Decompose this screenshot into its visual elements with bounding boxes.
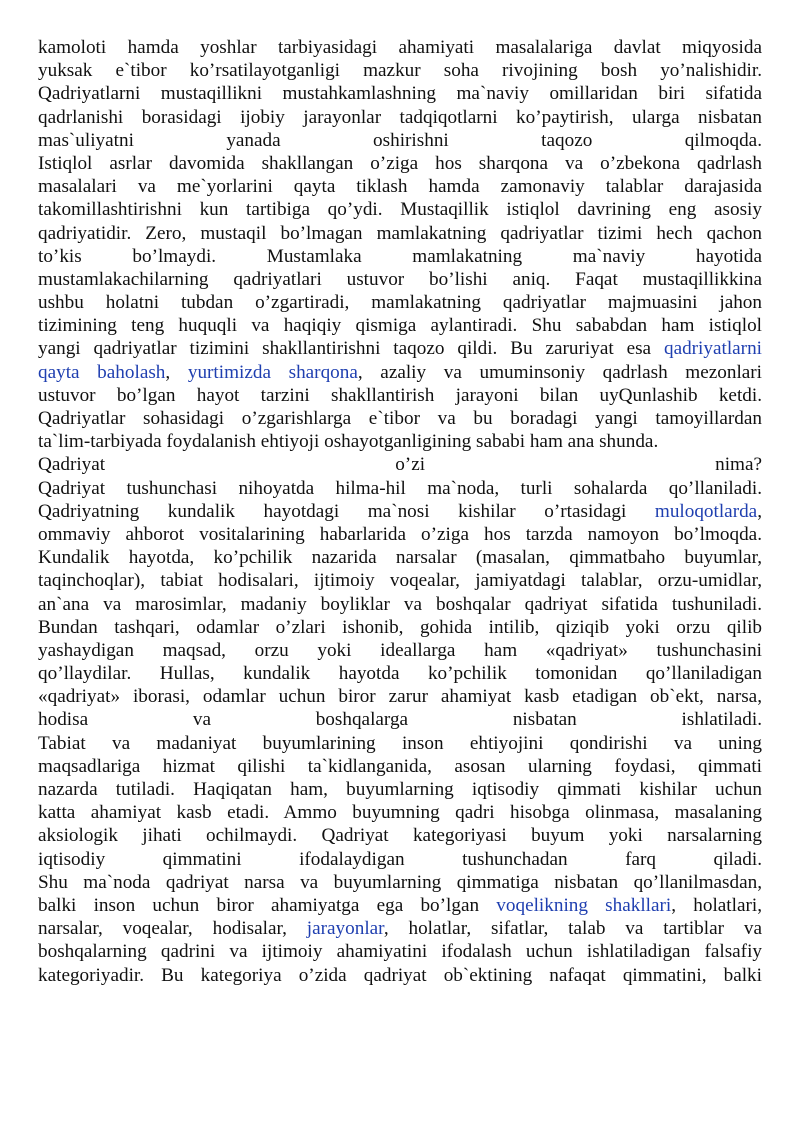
text-line [38,708,762,731]
text-run: , holatlar, sifatlar, talab va tartiblar va [383,918,762,940]
text-line [38,245,762,268]
text-line [38,917,762,940]
text-run: kamoloti hamda yoshlar tarbiyasidagi ahamiyati masalalariga davlat miqyosida [38,37,762,58]
text-run: takomillashtirishni kun tartibiga qo’ydi. Mustaqillik istiqlol davrining eng asosiy [38,199,762,221]
text-run: qadriyatidir. Zero, mustaqil bo’lmagan mamlakatning qadriyatlar tizimi hech qachon [38,222,762,244]
text-line [38,685,762,708]
text-line [38,546,762,569]
text-line [38,824,762,847]
text-line [38,500,762,523]
text-run: yuksak e`tibor ko’rsatilayotganligi mazkur soha rivojining bosh yo’nalishidir. [38,60,762,82]
text-line [38,593,762,616]
text-run: taqinchoqlar), tabiat hodisalari, ijtimoiy voqealar, jamiyatdagi talablar, orzu-umidlar, [38,570,762,592]
text-line [38,36,762,59]
text-line [38,616,762,639]
text-line [38,59,762,82]
text-line [38,894,762,917]
text-line [38,337,762,360]
text-line [38,198,762,221]
text-run: yangi qadriyatlar tizimini shakllantirishni taqozo qildi. Bu zaruriyat esa [38,338,664,360]
text-line [38,477,762,500]
text-line [38,268,762,291]
text-line [38,106,762,129]
text-run: mas`uliyatni yanada oshirishni taqozo qilmoqda. [38,129,762,151]
text-run: boshqalarning qadrini va ijtimoiy ahamiyatini ifodalash uchun ishlatiladigan falsafiy [38,941,762,963]
text-run: iqtisodiy qimmatini ifodalaydigan tushunchadan farq qiladi. [38,848,762,870]
hyperlink[interactable]: qayta baholash [38,361,166,383]
text-run: an`ana va marosimlar, madaniy boyliklar va boshqalar qadriyat sifatida tushuniladi. [38,593,762,615]
hyperlink[interactable]: jarayonlar [306,918,384,940]
text-run: Shu ma`noda qadriyat narsa va buyumlarning qimmatiga nisbatan qo’llanilmasdan, [38,871,762,893]
text-run: ommaviy ahborot vositalarining habarlarida o’ziga hos tarzda namoyon bo’lmoqda. [38,523,762,545]
text-run: aksiologik jihati ochilmaydi. Qadriyat kategoriyasi buyum yoki narsalarning [38,825,762,847]
text-line [38,569,762,592]
text-run: qadrlanishi borasidagi ijobiy jarayonlar tadqiqotlarni ko’paytirish, ularga nisbatan [38,106,762,128]
text-run: to’kis bo’lmaydi. Mustamlaka mamlakatning ma`naviy hayotida [38,245,762,267]
text-line [38,291,762,314]
text-line [38,82,762,105]
text-line [38,314,762,337]
text-line [38,523,762,546]
hyperlink[interactable]: muloqotlarda [654,500,758,522]
text-line [38,453,762,476]
text-run: , holatlari, [671,894,762,916]
text-run: qo’llaydilar. Hullas, kundalik hayotda ko’pchilik tomonidan qo’llaniladigan [38,663,762,685]
text-run: narsalar, voqealar, hodisalar, [38,918,307,940]
text-run: nazarda tutiladi. Haqiqatan ham, buyumlarning iqtisodiy qimmati kishilar uchun [38,779,762,800]
text-run: ushbu holatni tubdan o’zgartiradi, mamlakatning qadriyatlar majmuasini jahon [38,292,762,314]
text-line [38,732,762,755]
text-run: hodisa va boshqalarga nisbatan ishlatiladi. [38,709,762,731]
text-line [38,384,762,407]
text-run: Bundan tashqari, odamlar o’zlari ishonib, gohida intilib, qiziqib yoki orzu qilib [38,616,762,638]
text-line [38,662,762,685]
text-line [38,361,762,384]
text-line [38,871,762,894]
text-line [38,778,762,801]
text-run: balki inson uchun biror ahamiyatga ega bo’lgan [38,894,497,916]
text-line [38,755,762,778]
text-line [38,222,762,245]
text-run: Qadriyat tushunchasi nihoyatda hilma-hil ma`noda, turli sohalarda qo’llaniladi. [38,477,762,499]
text-line [38,964,762,987]
text-run: Qadriyatlarni mustaqillikni mustahkamlashning ma`naviy omillaridan biri sifatida [38,83,762,105]
document-page [38,36,762,987]
text-run: yashaydigan maqsad, orzu yoki ideallarga ham «qadriyat» tushunchasini [38,639,762,661]
text-run: katta ahamiyat kasb etadi. Ammo buyumning qadri hisobga olinmasa, masalaning [38,802,762,824]
text-run: ta`lim-tarbiyada foydalanish ehtiyoji oshayotganligining sababi ham ana shunda. [38,431,659,453]
text-line [38,639,762,662]
text-run: «qadriyat» iborasi, odamlar uchun biror zarur ahamiyat kasb etadigan ob`ekt, narsa, [38,686,762,708]
text-run: Qadriyatning kundalik hayotdagi ma`nosi kishilar o’rtasidagi [38,500,655,522]
text-line [38,848,762,871]
text-line [38,175,762,198]
text-run: Kundalik hayotda, ko’pchilik nazarida narsalar (masalan, qimmatbaho buyumlar, [38,547,762,569]
text-run: , [757,500,762,522]
text-line [38,407,762,430]
text-run: Tabiat va madaniyat buyumlarining inson ehtiyojini qondirishi va uning [38,732,762,754]
text-line [38,152,762,175]
hyperlink[interactable]: yurtimizda sharqona [187,361,358,383]
text-run: Qadriyatlar sohasidagi o’zgarishlarga e`tibor va bu boradagi yangi tamoyillardan [38,408,762,429]
text-run: ustuvor bo’lgan hayot tarzini shakllantirish jarayoni bilan uyQunlashib ketdi. [38,384,762,406]
text-run: tizimining teng huquqli va haqiqiy qismiga aylantiradi. Shu sababdan ham istiqlol [38,315,762,337]
hyperlink[interactable]: voqelikning shakllari [496,894,672,916]
text-run: Istiqlol asrlar davomida shakllangan o’ziga hos sharqona va o’zbekona qadrlash [38,152,762,174]
text-line [38,129,762,152]
text-run: masalalari va me`yorlarini qayta tiklash hamda zamonaviy talablar darajasida [38,176,762,198]
text-run: mustamlakachilarning qadriyatlari ustuvor bo’lishi aniq. Faqat mustaqillikkina [38,268,762,290]
text-run: , [165,361,188,383]
text-line [38,801,762,824]
text-line [38,430,762,453]
text-run: , azaliy va umuminsoniy qadrlash mezonlari [357,361,762,383]
text-run: kategoriyadir. Bu kategoriya o’zida qadriyat ob`ektining nafaqat qimmatini, balki [38,964,762,986]
hyperlink[interactable]: qadriyatlarni [663,338,762,360]
text-run: maqsadlariga hizmat qilishi ta`kidlanganida, asosan ularning foydasi, qimmati [38,755,762,777]
text-run: Qadriyat o’zi nima? [38,454,762,476]
text-line [38,940,762,963]
